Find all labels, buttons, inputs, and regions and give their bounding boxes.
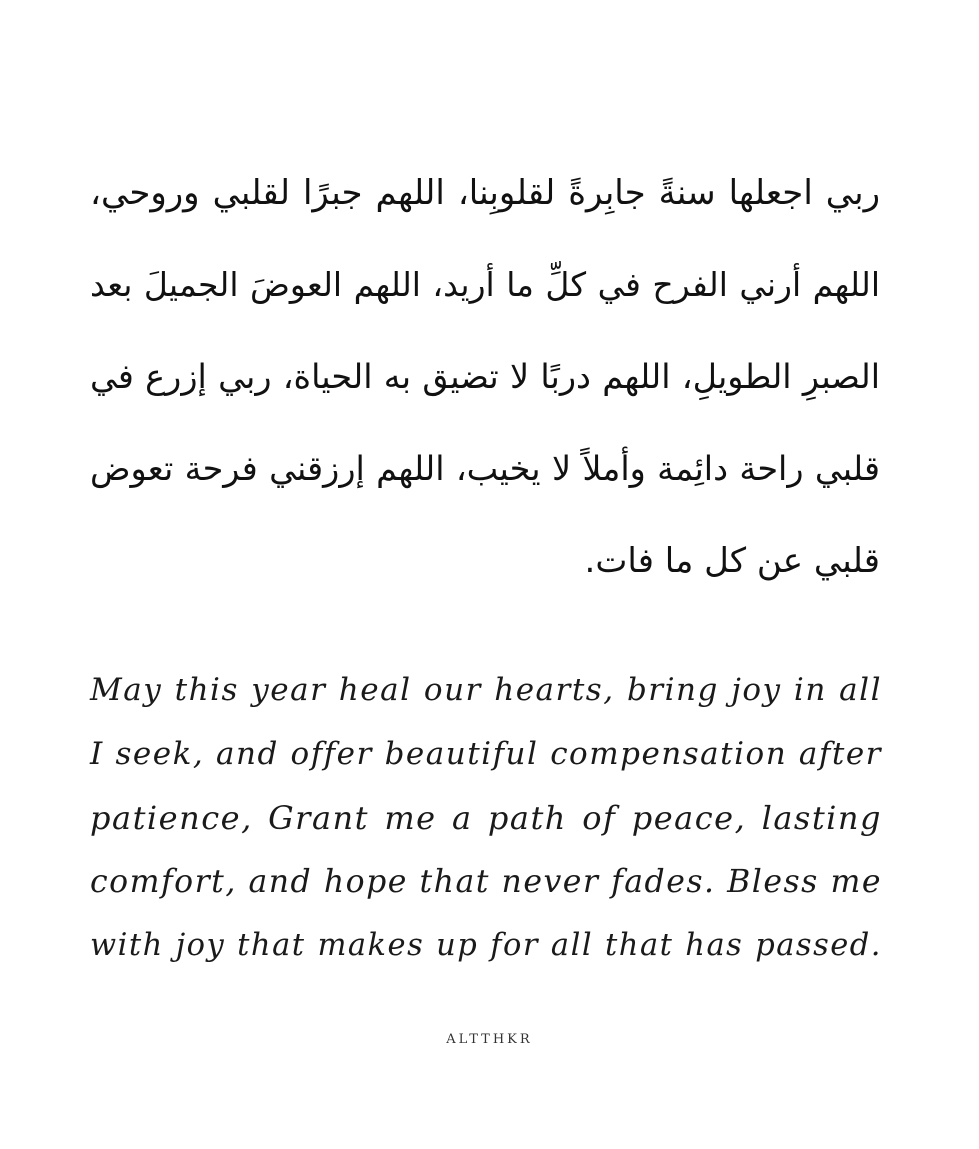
arabic-line: ربي اجعلها سنةً جابِرةً لقلوبِنا، اللهم جبرًا لقلبي وروحي، bbox=[90, 173, 880, 213]
signature-mark: ALTTHKR bbox=[446, 1032, 533, 1047]
english-line: comfort, and hope that never fades. Bless me bbox=[90, 864, 882, 900]
english-line: with joy that makes up for all that has passed. bbox=[90, 928, 882, 963]
english-line: I seek, and offer beautiful compensation after bbox=[90, 736, 882, 772]
english-translation-text bbox=[90, 664, 882, 984]
english-line: May this year heal our hearts, bring joy in all bbox=[90, 672, 882, 708]
english-line: patience, Grant me a path of peace, lasting bbox=[90, 799, 882, 837]
arabic-line: الصبرِ الطويلِ، اللهم دربًا لا تضيق به الحياة، ربي إزرع في bbox=[90, 357, 880, 396]
arabic-line: قلبي راحة دائِمة وأملاً لا يخيب، اللهم إرزقني فرحة تعوض bbox=[90, 449, 880, 488]
arabic-line: قلبي عن كل ما فات. bbox=[584, 541, 880, 581]
arabic-dua-text bbox=[90, 158, 880, 618]
arabic-line: اللهم أرني الفرح في كلِّ ما أريد، اللهم العوضَ الجميلَ بعد bbox=[90, 265, 880, 304]
